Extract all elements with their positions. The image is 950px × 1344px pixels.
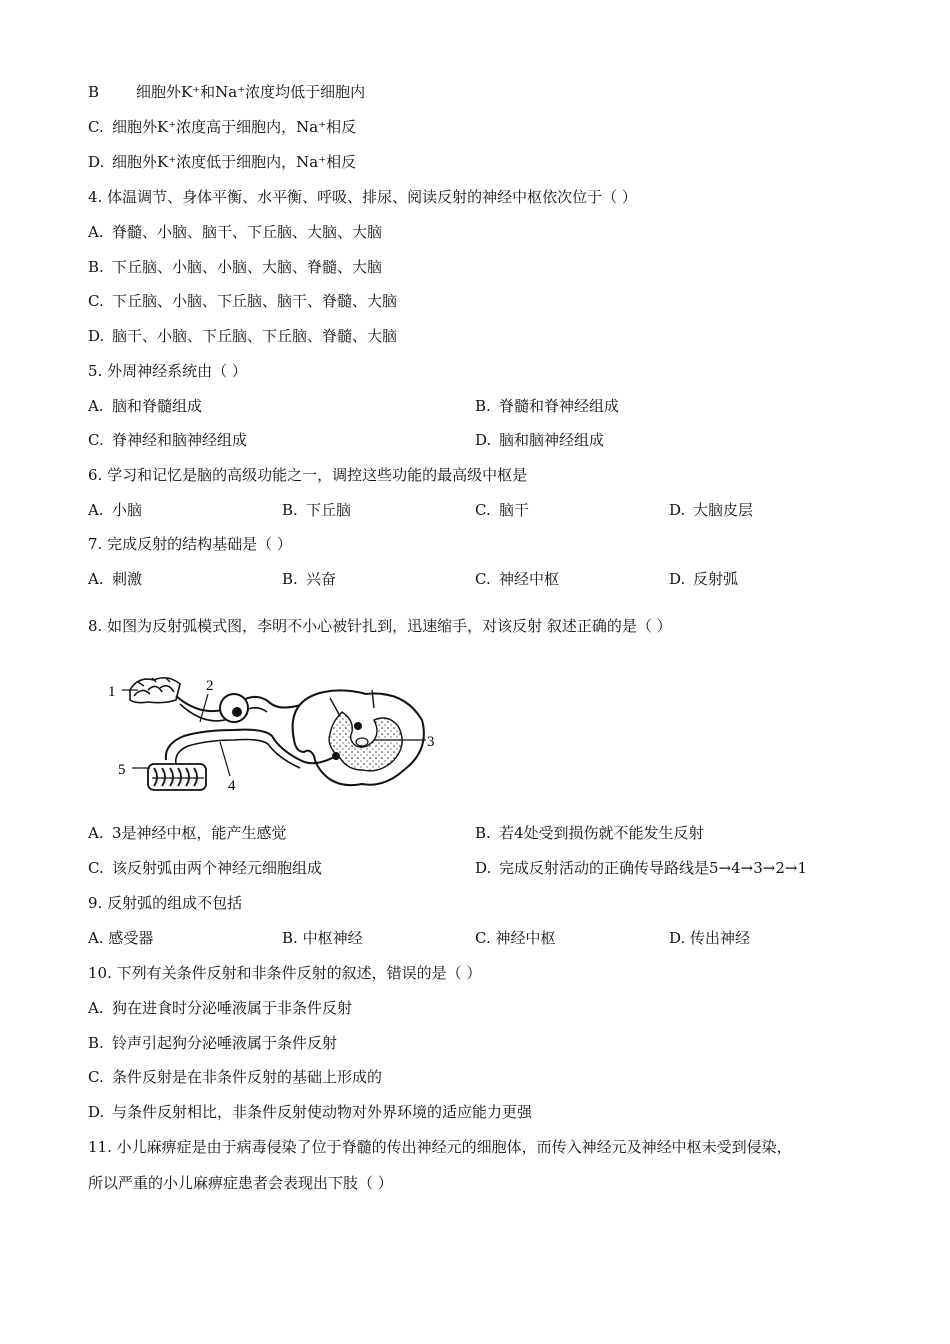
q10-option-c: [88, 1067, 382, 1087]
q7-option-d: [669, 569, 738, 589]
option-text: 脊神经和脑神经组成: [112, 431, 248, 449]
q9-option-d: [669, 928, 750, 948]
option-letter: A.: [88, 570, 104, 588]
q5-stem: 5. 外周神经系统由（ ）: [88, 362, 247, 380]
q6-option-b: [282, 500, 351, 520]
q5-option-a: [88, 396, 202, 416]
q4-option-c: [88, 291, 397, 311]
q4-option-b: [88, 257, 382, 277]
option-letter: A.: [88, 397, 104, 415]
option-letter: A.: [88, 824, 104, 842]
option-letter: D.: [88, 327, 105, 345]
option-letter: B.: [282, 570, 298, 588]
option-text: 传出神经: [690, 929, 751, 947]
label-2: 2: [206, 678, 214, 694]
option-text: 细胞外K⁺浓度高于细胞内，Na⁺相反: [112, 118, 357, 136]
q11-stem-line2: 所以严重的小儿麻痹症患者会表现出下肢（ ）: [88, 1174, 393, 1192]
option-text: 脑和脑神经组成: [499, 431, 605, 449]
q4-stem: 4. 体温调节、身体平衡、水平衡、呼吸、排尿、阅读反射的神经中枢依次位于（ ）: [88, 188, 637, 206]
label-1: 1: [108, 684, 116, 700]
q5-option-b: [475, 396, 619, 416]
option-letter: B.: [282, 929, 298, 947]
q9-stem: 9. 反射弧的组成不包括: [88, 894, 243, 912]
reflex-arc-diagram: [104, 660, 444, 808]
option-text: 脊髓、小脑、脑干、下丘脑、大脑、大脑: [112, 223, 383, 241]
option-letter: A.: [88, 929, 104, 947]
option-letter: D.: [669, 929, 686, 947]
option-text: 若4处受到损伤就不能发生反射: [499, 824, 704, 842]
option-letter: C.: [88, 859, 104, 877]
option-letter: C.: [88, 431, 104, 449]
option-letter: C.: [88, 1068, 104, 1086]
q9-option-a: [88, 928, 153, 948]
option-letter: D.: [88, 1103, 105, 1121]
option-text: 脊髓和脊神经组成: [499, 397, 620, 415]
option-letter: B.: [475, 824, 491, 842]
q10-option-a: [88, 998, 352, 1018]
option-text: 神经中枢: [495, 929, 556, 947]
label-4: 4: [228, 778, 236, 794]
option-text: 脑干、小脑、下丘脑、下丘脑、脊髓、大脑: [112, 327, 398, 345]
option-letter: D.: [669, 501, 686, 519]
option-text: 细胞外K⁺浓度低于细胞内，Na⁺相反: [112, 153, 357, 171]
q11-stem-line1: 11. 小儿麻痹症是由于病毒侵染了位于脊髓的传出神经元的细胞体，而传入神经元及神经中枢未受到侵染，: [88, 1138, 792, 1156]
option-letter: B.: [88, 258, 104, 276]
option-letter: C.: [475, 929, 491, 947]
option-text: 铃声引起狗分泌唾液属于条件反射: [112, 1034, 338, 1052]
option-letter: C.: [88, 118, 104, 136]
option-text: 3是神经中枢，能产生感觉: [112, 824, 287, 842]
option-text: 刺激: [112, 570, 143, 588]
q6-stem: 6. 学习和记忆是脑的高级功能之一，调控这些功能的最高级中枢是: [88, 466, 528, 484]
option-text: 兴奋: [306, 570, 337, 588]
option-letter: C.: [475, 501, 491, 519]
option-letter: D.: [475, 431, 492, 449]
option-letter: B.: [475, 397, 491, 415]
option-text: 狗在进食时分泌唾液属于非条件反射: [112, 999, 353, 1017]
q8-option-b: [475, 823, 704, 843]
option-text: 下丘脑: [306, 501, 352, 519]
q10-option-b: [88, 1033, 337, 1053]
label-3: 3: [427, 734, 435, 750]
q7-option-a: [88, 569, 142, 589]
spinal-cord: [293, 690, 424, 785]
option-letter: D.: [475, 859, 492, 877]
option-text: 大脑皮层: [693, 501, 754, 519]
option-letter: B.: [88, 1034, 104, 1052]
option-text: 该反射弧由两个神经元细胞组成: [112, 859, 323, 877]
q6-option-d: [669, 500, 753, 520]
option-text: 反射弧: [693, 570, 739, 588]
option-letter: C.: [88, 292, 104, 310]
q3-option-b: [88, 82, 365, 102]
option-text: 下丘脑、小脑、小脑、大脑、脊髓、大脑: [112, 258, 383, 276]
q8-option-a: [88, 823, 287, 843]
option-text: 神经中枢: [499, 570, 560, 588]
option-letter: B: [88, 83, 100, 101]
option-letter: D.: [88, 153, 105, 171]
q8-option-c: [88, 858, 322, 878]
q6-option-c: [475, 500, 529, 520]
q7-stem: 7. 完成反射的结构基础是（ ）: [88, 535, 292, 553]
q3-option-d: [88, 152, 356, 172]
option-letter: B.: [282, 501, 298, 519]
option-letter: A.: [88, 223, 104, 241]
q10-stem: 10. 下列有关条件反射和非条件反射的叙述，错误的是（ ）: [88, 964, 482, 982]
q3-option-c: [88, 117, 356, 137]
option-letter: D.: [669, 570, 686, 588]
option-text: 细胞外K⁺和Na⁺浓度均低于细胞内: [136, 83, 366, 101]
q9-option-b: [282, 928, 363, 948]
option-text: 小脑: [112, 501, 143, 519]
q5-option-d: [475, 430, 604, 450]
option-text: 中枢神经: [302, 929, 363, 947]
option-text: 脑和脊髓组成: [112, 397, 203, 415]
option-text: 与条件反射相比，非条件反射使动物对外界环境的适应能力更强: [112, 1103, 533, 1121]
option-letter: A.: [88, 999, 104, 1017]
option-text: 感受器: [108, 929, 154, 947]
q6-option-a: [88, 500, 142, 520]
q9-option-c: [475, 928, 556, 948]
option-text: 下丘脑、小脑、下丘脑、脑干、脊髓、大脑: [112, 292, 398, 310]
option-text: 条件反射是在非条件反射的基础上形成的: [112, 1068, 383, 1086]
q10-option-d: [88, 1102, 532, 1122]
q7-option-b: [282, 569, 336, 589]
q8-option-d: [475, 858, 807, 878]
label-5: 5: [118, 762, 126, 778]
option-letter: A.: [88, 501, 104, 519]
option-text: 脑干: [499, 501, 530, 519]
q4-option-d: [88, 326, 397, 346]
effector-muscle: [148, 764, 206, 790]
option-letter: C.: [475, 570, 491, 588]
q7-option-c: [475, 569, 559, 589]
q8-stem: 8. 如图为反射弧模式图，李明不小心被针扎到，迅速缩手，对该反射 叙述正确的是（ ）: [88, 617, 672, 635]
q5-option-c: [88, 430, 247, 450]
option-text: 完成反射活动的正确传导路线是5→4→3→2→1: [499, 859, 807, 877]
q4-option-a: [88, 222, 382, 242]
